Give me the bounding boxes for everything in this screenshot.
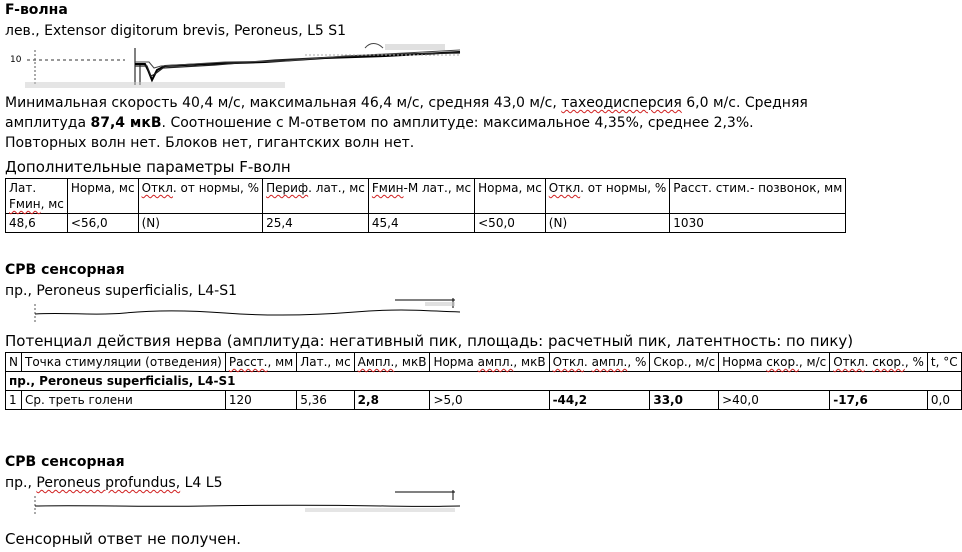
fwave-params-table <box>5 178 846 233</box>
srv2-waveform <box>5 488 465 518</box>
table-group-row: пр., Peroneus superficialis, L4-S1 <box>6 372 962 391</box>
srv2-title: СРВ сенсорная <box>5 454 125 470</box>
srv2-site: пр., Peroneus profundus, L4 L5 <box>5 475 223 491</box>
col-norm: Норма, мс <box>67 179 138 214</box>
fwave-summary: Минимальная скорость 40,4 м/с, максимальная 46,4 м/с, средняя 43,0 м/с, тахеодисперсия 6,0 м/с. Средняя амплитуда 87,4 мкВ. Соотношение с М-ответом по амплитуде: максимальное 4,35%, среднее 2,3%. Повторных волн нет. Блоков нет, гигантских волн нет. <box>5 95 808 151</box>
fwave-params-title: Дополнительные параметры F-волн <box>5 158 291 176</box>
table-header-row <box>6 179 846 214</box>
col-norm-2: Норма, мс <box>475 179 546 214</box>
col-deviation-2: Откл. от нормы, % <box>545 179 670 214</box>
srv1-site: пр., Peroneus superficialis, L4-S1 <box>5 283 237 299</box>
fwave-scale-label: 10 <box>10 55 22 65</box>
srv1-waveform <box>5 296 465 326</box>
srv2-trace <box>35 505 460 506</box>
table-header-row: N Точка стимуляции (отведения) Расст., мм Лат., мс Ампл., мкВ Норма ампл., мкВ Откл. ампл., % Скор., м/с Норма скор., м/с Откл. скор., % t, °C <box>6 353 962 372</box>
col-lat-fmin: Лат. Fмин, мс <box>6 179 68 214</box>
table-row: 48,6 <56,0 (N) 25,4 45,4 <50,0 (N) 1030 <box>6 214 846 233</box>
col-fmin-m-lat: Fмин-М лат., мс <box>368 179 474 214</box>
col-deviation: Откл. от нормы, % <box>138 179 263 214</box>
fwave-trace-1 <box>135 52 460 80</box>
fwave-site: лев., Extensor digitorum brevis, Peroneus, L5 S1 <box>5 23 347 39</box>
srv1-potential-title: Потенциал действия нерва (амплитуда: негативный пик, площадь: расчетный пик, латентность: по пику) <box>5 332 854 350</box>
srv1-trace <box>35 310 460 315</box>
srv1-title: СРВ сенсорная <box>5 262 125 278</box>
fwave-title: F-волна <box>5 2 68 18</box>
srv1-potential-table <box>5 352 962 410</box>
srv2-no-response: Сенсорный ответ не получен. <box>5 530 242 548</box>
col-periph-lat: Периф. лат., мс <box>263 179 369 214</box>
fwave-waveform <box>5 40 465 90</box>
fwave-amplitude: 87,4 мкВ <box>90 115 162 131</box>
col-distance: Расст. стим.- позвонок, мм <box>670 179 846 214</box>
table-row: 1 Ср. треть голени 120 5,36 2,8 >5,0 -44,2 33,0 >40,0 -17,6 0,0 <box>6 391 962 410</box>
